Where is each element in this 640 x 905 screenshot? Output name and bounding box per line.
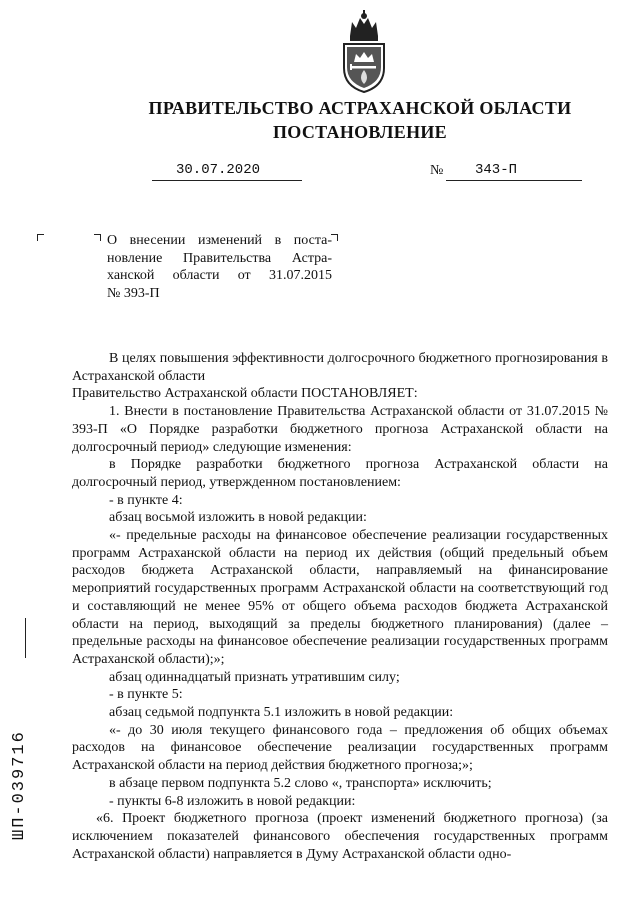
subject-corner-mark-right bbox=[331, 234, 338, 241]
margin-line bbox=[25, 618, 26, 658]
document-date: 30.07.2020 bbox=[176, 162, 261, 178]
number-underline bbox=[446, 180, 582, 181]
body-paragraph: абзац одиннадцатый признать утратившим силу; bbox=[109, 669, 400, 685]
body-paragraph: «6. Проект бюджетного прогноза (проект изменений бюджетного прогноза) (за исключением показателей финансового обеспечения государственных программ Астраханской области) направляется в Думу Астраханской области одно- bbox=[72, 811, 608, 862]
margin-corner-mark bbox=[37, 234, 44, 241]
body-paragraph: В целях повышения эффективности долгосрочного бюджетного прогнозирования в Астраханской области bbox=[72, 351, 608, 384]
body-paragraph: в Порядке разработки бюджетного прогноза Астраханской области на долгосрочный период, утвержденном постановлением: bbox=[72, 457, 608, 490]
document-body bbox=[72, 350, 608, 863]
astrakhan-coat-of-arms-icon bbox=[336, 10, 392, 94]
government-title: ПРАВИТЕЛЬСТВО АСТРАХАНСКОЙ ОБЛАСТИ bbox=[148, 98, 572, 118]
body-paragraph: - пункты 6-8 изложить в новой редакции: bbox=[109, 793, 356, 809]
subject-line: № 393-П bbox=[107, 285, 160, 301]
body-paragraph: «- до 30 июля текущего финансового года – предложения об общих объемах расходов на финансовое обеспечение реализации государственных программ Астраханской области на период действия бюджетного прогноза;»; bbox=[72, 722, 608, 774]
subject-line: О внесении изменений в поста- bbox=[107, 233, 332, 248]
body-paragraph: Правительство Астраханской области ПОСТАНОВЛЯЕТ: bbox=[72, 386, 418, 402]
subject-corner-mark-left bbox=[94, 234, 101, 241]
body-paragraph: «- предельные расходы на финансовое обеспечение реализации государственных программ Астраханской области на период их действия (общий предельный объем расходов бюджета Астраханской области, направляемый на финансирование мероприятий государственных программ Астраханской области на соответствующий год и составляющий не менее 95% от общего объема расходов бюджета Астраханской области на период, выходящий за пределы бюджетного планирования) (далее – предельные расходы на финансовое обеспечение реализации государственных программ Астраханской области);»; bbox=[72, 528, 608, 667]
body-paragraph: абзац седьмой подпункта 5.1 изложить в новой редакции: bbox=[109, 705, 454, 721]
document-number: 343-П bbox=[475, 162, 518, 178]
document-subject bbox=[107, 232, 332, 302]
side-serial-code: ШП-039716 bbox=[10, 730, 29, 840]
body-paragraph: абзац восьмой изложить в новой редакции: bbox=[109, 510, 367, 526]
body-paragraph: - в пункте 5: bbox=[109, 687, 183, 703]
subject-line: новление Правительства Астра- bbox=[107, 250, 332, 266]
body-paragraph: в абзаце первом подпункта 5.2 слово «, транспорта» исключить; bbox=[109, 775, 492, 791]
date-underline bbox=[152, 180, 302, 181]
document-type-title: ПОСТАНОВЛЕНИЕ bbox=[273, 122, 447, 142]
body-paragraph: 1. Внести в постановление Правительства Астраханской области от 31.07.2015 № 393-П «О Порядке разработки бюджетного прогноза Астраханской области на долгосрочный период» следующие изменения: bbox=[72, 404, 608, 455]
body-paragraph: - в пункте 4: bbox=[109, 492, 183, 508]
number-label: № bbox=[430, 163, 444, 178]
subject-line: ханской области от 31.07.2015 bbox=[107, 268, 332, 283]
